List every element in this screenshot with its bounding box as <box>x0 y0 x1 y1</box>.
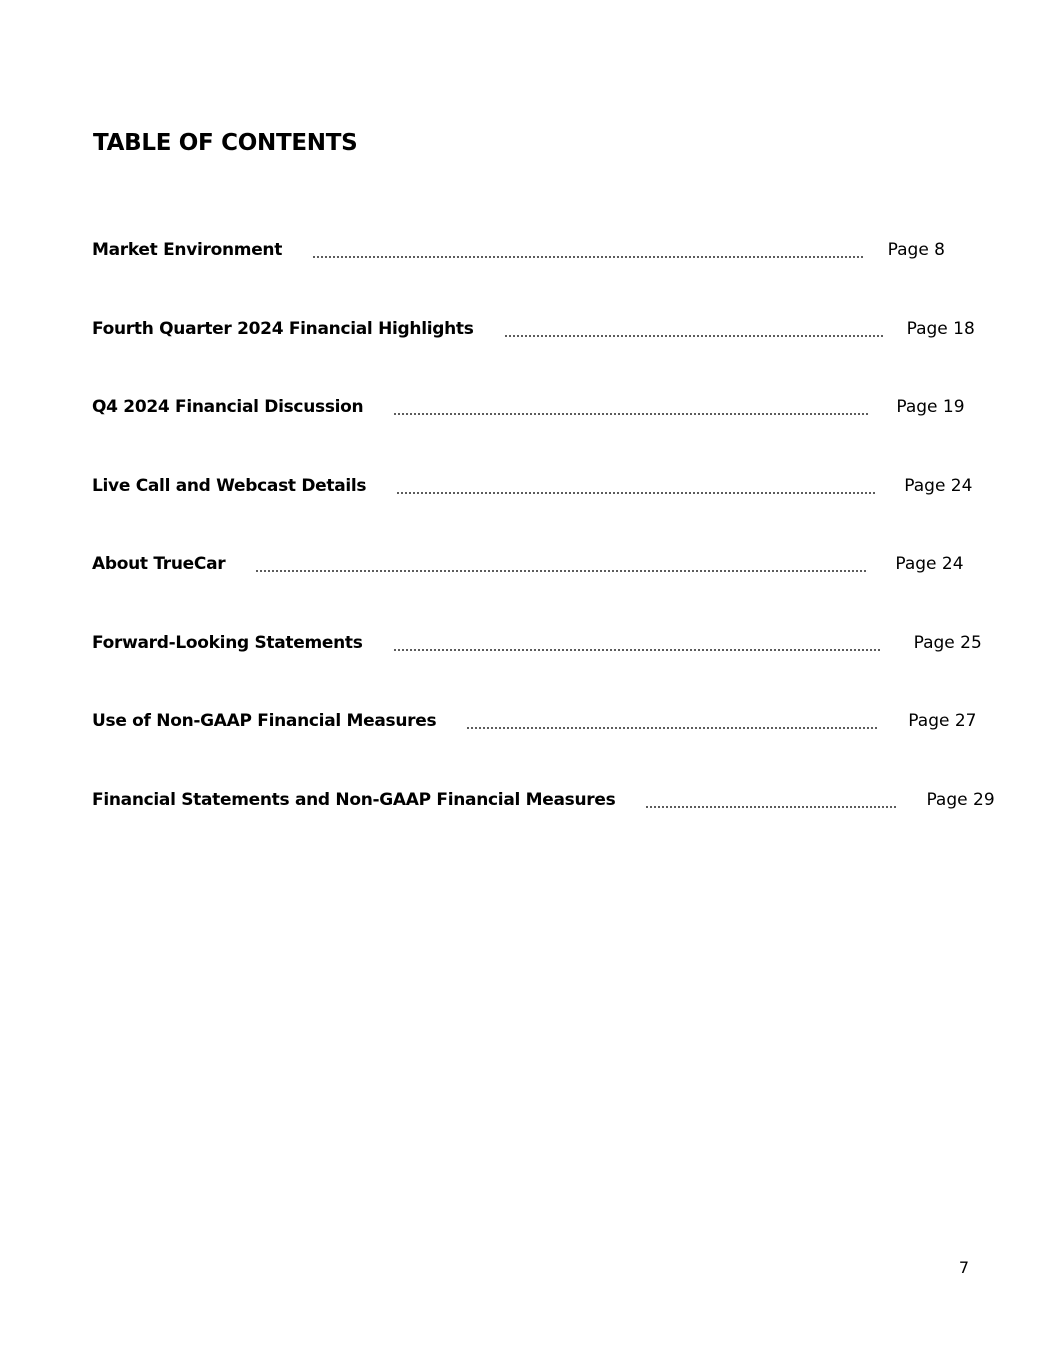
toc-entry-label: Financial Statements and Non-GAAP Financial Measures <box>92 789 616 810</box>
toc-entry-page: Page 27 <box>908 711 977 731</box>
toc-dot-leader <box>504 335 884 337</box>
toc-dot-leader <box>466 727 878 729</box>
toc-dot-leader <box>396 492 876 494</box>
toc-dot-leader <box>312 256 864 258</box>
page-title: TABLE OF CONTENTS <box>93 130 358 156</box>
toc-entry-page: Page 8 <box>887 240 945 260</box>
toc-list <box>92 236 995 864</box>
toc-entry-page: Page 18 <box>906 318 975 339</box>
toc-entry-market-environment[interactable] <box>92 236 972 315</box>
toc-entry-label: Q4 2024 Financial Discussion <box>92 397 364 417</box>
toc-dot-leader <box>393 649 880 651</box>
toc-entry-page: Page 29 <box>926 789 995 810</box>
toc-entry-label: Market Environment <box>92 240 283 260</box>
toc-entry-page: Page 24 <box>904 475 973 496</box>
toc-entry-forward-looking-statements[interactable] <box>92 629 982 708</box>
toc-entry-about-truecar[interactable] <box>92 550 972 629</box>
toc-entry-label: Use of Non-GAAP Financial Measures <box>92 711 437 731</box>
toc-dot-leader <box>255 570 867 572</box>
toc-entry-page: Page 24 <box>895 554 964 574</box>
toc-entry-page: Page 25 <box>913 632 982 653</box>
toc-dot-leader <box>393 413 868 415</box>
page-number: 7 <box>958 1258 969 1277</box>
toc-entry-financial-statements[interactable] <box>92 786 995 865</box>
toc-entry-fourth-quarter-highlights[interactable] <box>92 315 975 394</box>
toc-entry-label: Live Call and Webcast Details <box>92 475 367 496</box>
toc-entry-label: About TrueCar <box>92 554 226 574</box>
toc-entry-label: Fourth Quarter 2024 Financial Highlights <box>92 318 474 339</box>
toc-entry-q4-financial-discussion[interactable] <box>92 393 972 472</box>
toc-entry-page: Page 19 <box>896 397 965 417</box>
toc-dot-leader <box>645 806 898 808</box>
toc-entry-label: Forward-Looking Statements <box>92 632 363 653</box>
toc-entry-non-gaap-measures[interactable] <box>92 707 977 786</box>
toc-entry-live-call-webcast[interactable] <box>92 472 972 551</box>
